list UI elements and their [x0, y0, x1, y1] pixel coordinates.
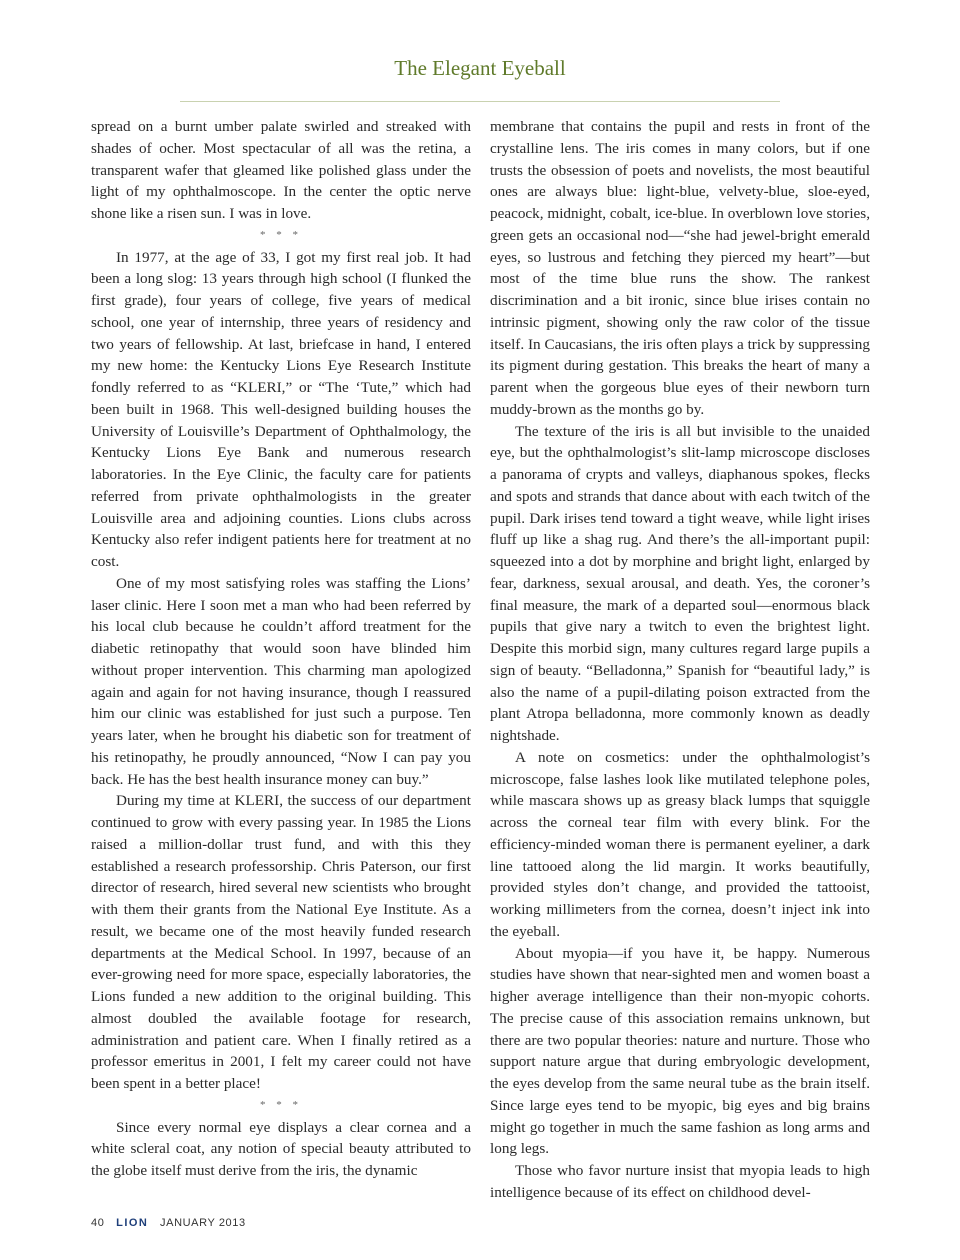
issue-date: JANUARY 2013	[160, 1217, 246, 1229]
page-number: 40	[91, 1217, 105, 1229]
magazine-name: LION	[116, 1217, 149, 1229]
paragraph: The texture of the iris is all but invisible to the unaided eye, but the ophthalmologist’s slit-lamp microscope discloses a panorama of crypts and valleys, diaphanous spokes, flecks and spots and strands that dance about with each twitch of the pupil. Dark irises tend toward a tight weave, while light irises fluff up like a shag rug. And there’s the all-important pupil: squeezed into a dot by morphine and bright light, enlarged by fear, darkness, sexual arousal, and death. Yes, the coroner’s final measure, the mark of a departed soul—enormous black pupils that give nary a twitch to even the brightest light. Despite this morbid sign, many cultures regard large pupils a sign of beauty. “Belladonna,” Spanish for “beautiful lady,” is also the name of a pupil-dilating poison extracted from the plant Atropa belladonna, more commonly known as deadly nightshade.	[490, 422, 870, 744]
left-column	[91, 116, 471, 1182]
right-column	[490, 116, 870, 1204]
page-footer	[91, 1217, 246, 1229]
section-separator: * * *	[260, 228, 302, 241]
paragraph: A note on cosmetics: under the ophthalmologist’s microscope, false lashes look like mutilated telephone poles, while mascara shows up as greasy black lumps that squiggle across the corneal tear film with every blink. For the efficiency-minded woman there is permanent eyeliner, a dark line tattooed along the lid margin. It works beautifully, provided styles don’t change, and provided the tattooist, working millimeters from the cornea, doesn’t inject ink into the eyeball.	[490, 748, 870, 940]
page-title: The Elegant Eyeball	[394, 56, 566, 80]
paragraph: In 1977, at the age of 33, I got my first real job. It had been a long slog: 13 years through high school (I flunked the first grade), four years of college, five years of medical school, one year of internship, three years of residency and two years of fellowship. At last, briefcase in hand, I entered my new home: the Kentucky Lions Eye Research Institute fondly referred to as “KLERI,” or “The ‘Tute,” which had been built in 1968. This well-designed building houses the University of Louisville’s Department of Ophthalmology, the Kentucky Lions Eye Bank and numerous research laboratories. In the Eye Clinic, the faculty care for patients referred from private ophthalmologists in the greater Louisville area and adjoining counties. Lions clubs across Kentucky also refer indigent patients here for treatment at no cost.	[91, 248, 471, 570]
paragraph: Since every normal eye displays a clear cornea and a white scleral coat, any notion of special beauty attributed to the globe itself must derive from the iris, the dynamic	[91, 1118, 471, 1179]
title-divider	[180, 101, 780, 102]
paragraph: One of my most satisfying roles was staffing the Lions’ laser clinic. Here I soon met a man who had been referred by his local club because he couldn’t afford treatment for the diabetic retinopathy that would soon have blinded him without proper intervention. This charming man apologized again and again for not having insurance, though I reassured him our clinic was established for just such a purpose. Ten years later, when he brought his diabetic son for treatment of his retinopathy, he proudly announced, “Now I can pay you back. He has the best health insurance money can buy.”	[91, 574, 471, 788]
paragraph: During my time at KLERI, the success of our department continued to grow with every passing year. In 1985 the Lions raised a million-dollar trust fund, and with this they established a research professorship. Chris Paterson, our first director of research, hired several new scientists who brought with them their grants from the National Eye Institute. As a result, we became one of the most heavily funded research departments at the Medical School. In 1997, because of an ever-growing need for more space, especially laboratories, the Lions funded a new addition to the original building. This almost doubled the available footage for research, administration and patient care. When I finally retired as a professor emeritus in 2001, I felt my career could not have been spent in a better place!	[91, 792, 471, 1092]
paragraph: About myopia—if you have it, be happy. Numerous studies have shown that near-sighted men and women boast a higher average intelligence than their non-myopic cohorts. The precise cause of this association remains unknown, but there are two popular theories: nature and nurture. Those who support nature argue that during embryologic development, the eyes develop from the same neural tube as the brain itself. Since large eyes tend to be myopic, big eyes and big brains might go together in much the same fashion as long arms and long legs.	[490, 944, 870, 1158]
section-separator: * * *	[260, 1098, 302, 1111]
paragraph: membrane that contains the pupil and rests in front of the crystalline lens. The iris comes in many colors, but if one trusts the obsession of poets and novelists, the most beautiful ones are always blue: light-blue, velvety-blue, sloe-eyed, peacock, midnight, cobalt, ice-blue. In overblown love stories, green gets an occasional nod—“she had jewel-bright emerald eyes, so lustrous and fetching they pierced my heart”—but most of the time blue runs the show. The rankest discrimination and a bit ironic, since blue irises contain no intrinsic pigment, showing only the raw color of the tissue itself. In Caucasians, the iris often plays a trick by suppressing its pigment during gestation. This breaks the heart of many a parent when the gorgeous blue eyes of their newborn turn muddy-brown as the months go by.	[490, 118, 870, 418]
paragraph: Those who favor nurture insist that myopia leads to high intelligence because of its effect on childhood devel-	[490, 1162, 870, 1201]
paragraph: spread on a burnt umber palate swirled and streaked with shades of ocher. Most spectacular of all was the retina, a transparent wafer that gleamed like polished glass under the light of my ophthalmoscope. In the center the optic nerve shone like a risen sun. I was in love.	[91, 118, 471, 222]
